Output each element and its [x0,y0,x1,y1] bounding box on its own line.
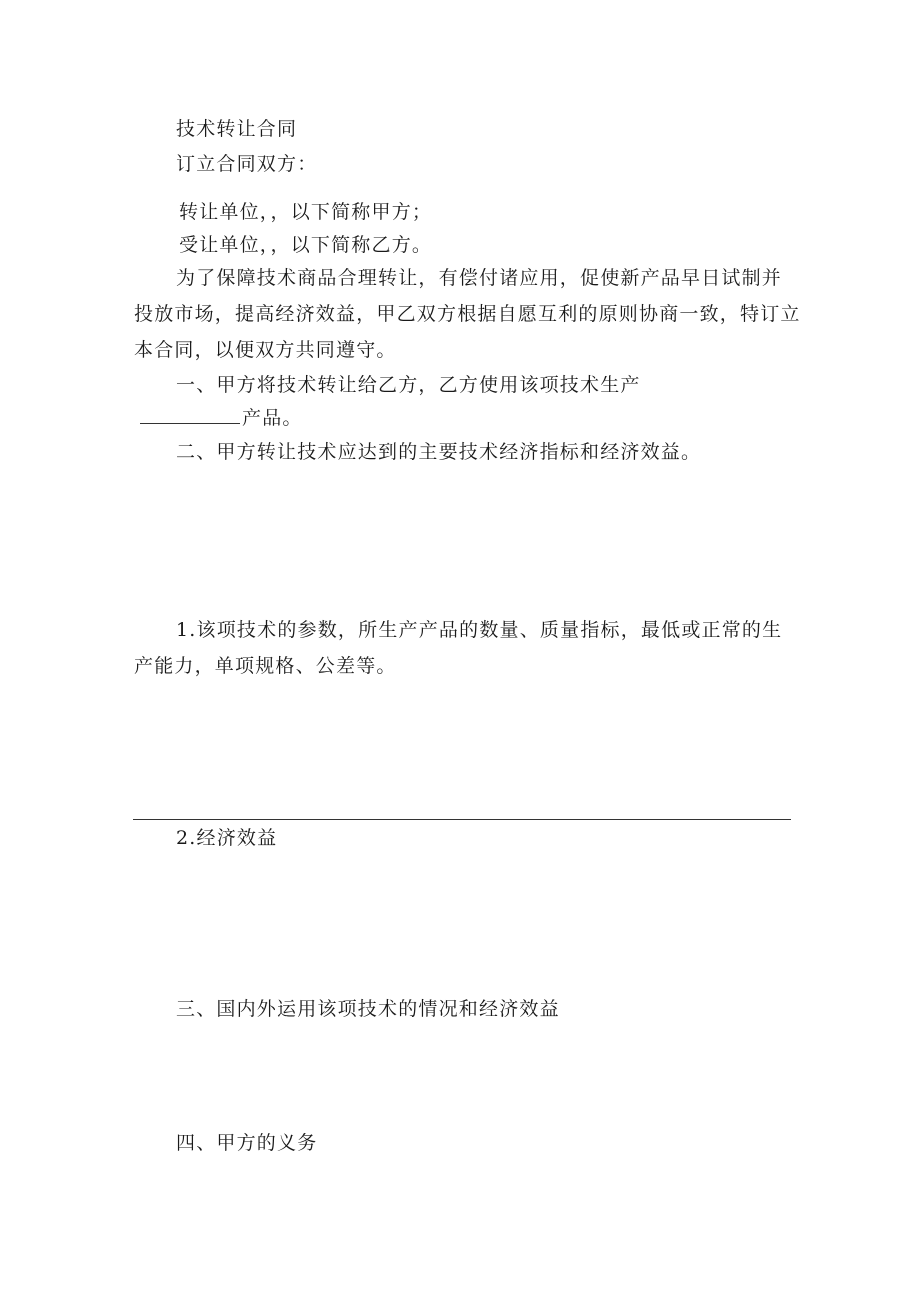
preamble-line-1: 为了保障技术商品合理转让，有偿付诸应用，促使新产品早日试制并 [176,267,783,289]
transferor-line: 转让单位，，以下简称甲方； [179,201,433,223]
article-4: 四、甲方的义务 [176,1132,318,1154]
horizontal-rule [133,819,791,820]
preamble-line-3: 本合同，以便双方共同遵守。 [134,339,397,361]
parties-heading: 订立合同双方： [176,153,318,175]
item-2: 2.经济效益 [176,827,278,849]
product-blank-field [140,405,240,424]
document-title: 技术转让合同 [176,118,298,140]
item-1-line-2: 产能力，单项规格、公差等。 [134,655,397,677]
article-1-line-2 [140,405,303,430]
preamble-line-2: 投放市场，提高经济效益，甲乙双方根据自愿互利的原则协商一致，特订立 [134,303,801,325]
transferee-line: 受让单位，，以下简称乙方。 [179,234,433,256]
item-1-line-1: 1.该项技术的参数，所生产产品的数量、质量指标，最低或正常的生 [176,619,783,641]
article-1-line-1: 一、甲方将技术转让给乙方，乙方使用该项技术生产 [176,374,641,396]
article-2: 二、甲方转让技术应达到的主要技术经济指标和经济效益。 [176,441,702,463]
article-3: 三、国内外运用该项技术的情况和经济效益 [176,998,560,1020]
article-1-suffix: 产品。 [242,407,303,429]
